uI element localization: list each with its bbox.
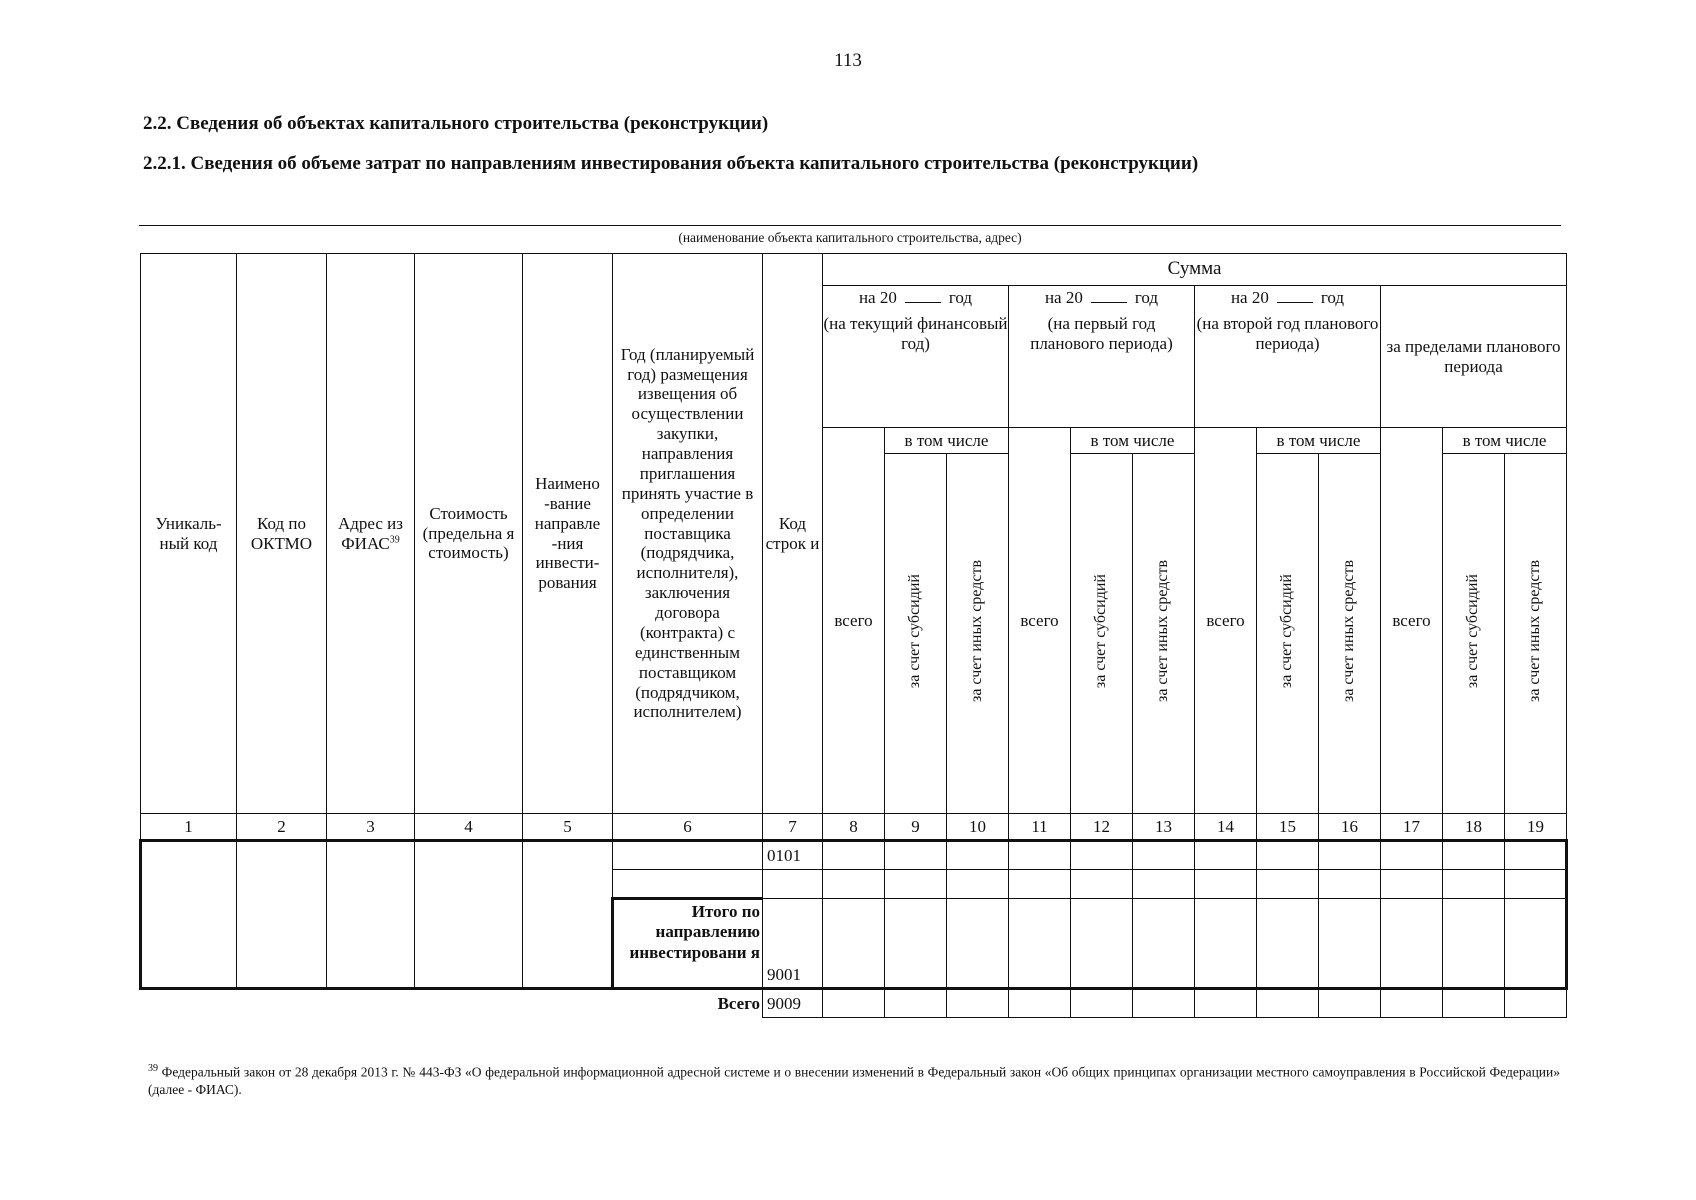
header-subsidies-1: за счет субсидий [885,454,947,814]
column-numbers-row [141,814,1567,841]
header-other-3: за счет иных средств [1319,454,1381,814]
col-number: 10 [947,814,1009,841]
header-other-1: за счет иных средств [947,454,1009,814]
col-number: 1 [141,814,237,841]
header-year-placement: Год (планируемый год) размещения извещения об осуществлении закупки, направления приглашения принять участие в определении поставщика (подрядчика, исполнителя), заключения договора (контракта) с единственным поставщиком (подрядчиком, исполнителем) [613,254,763,814]
data-cell[interactable] [1443,841,1505,870]
header-period-second: на 20 год (на второй год планового периода) [1195,286,1381,428]
data-cell[interactable] [523,841,613,989]
col-number: 12 [1071,814,1133,841]
data-cell[interactable] [1505,899,1567,989]
total-direction-label: Итого по направлению инвестировани я [613,899,763,989]
table-row [141,841,1567,870]
object-name-line [139,225,1561,226]
total-direction-code: 9001 [763,899,823,989]
header-row-code: Код строк и [763,254,823,814]
data-cell[interactable] [1257,841,1319,870]
data-cell[interactable] [1195,899,1257,989]
header-fias-address: Адрес из ФИАС$^{39}$ [327,254,415,814]
header-total-3: всего [1195,428,1257,814]
data-cell[interactable] [823,870,885,899]
header-incl-3: в том числе [1257,428,1381,454]
header-incl-2: в том числе [1071,428,1195,454]
data-cell[interactable] [947,870,1009,899]
data-cell[interactable] [1257,870,1319,899]
header-subsidies-2: за счет субсидий [1071,454,1133,814]
data-cell[interactable] [1071,870,1133,899]
data-cell[interactable] [1505,870,1567,899]
table-row-grand-total [141,989,1567,1018]
col-number: 9 [885,814,947,841]
grand-total-code: 9009 [763,989,823,1018]
header-subsidies-4: за счет субсидий [1443,454,1505,814]
header-other-2: за счет иных средств [1133,454,1195,814]
data-cell[interactable] [1381,841,1443,870]
data-cell[interactable] [1381,989,1443,1018]
header-total-4: всего [1381,428,1443,814]
data-cell[interactable] [1257,899,1319,989]
data-cell[interactable] [823,989,885,1018]
data-cell[interactable] [1195,841,1257,870]
data-cell[interactable] [1257,989,1319,1018]
data-cell[interactable] [1009,841,1071,870]
col-number: 11 [1009,814,1071,841]
data-cell[interactable] [613,841,763,870]
data-cell[interactable] [885,870,947,899]
section-heading: 2.2. Сведения об объектах капитального строительства (реконструкции) [143,113,769,134]
header-sum: Сумма [823,254,1567,286]
data-cell[interactable] [1381,870,1443,899]
footnote-mark: 39 [148,1063,158,1074]
data-cell[interactable] [1071,899,1133,989]
data-cell[interactable] [885,899,947,989]
data-cell[interactable] [1505,841,1567,870]
data-cell[interactable] [823,899,885,989]
data-cell[interactable] [947,989,1009,1018]
data-cell[interactable] [947,841,1009,870]
col-number: 5 [523,814,613,841]
col-number: 4 [415,814,523,841]
data-cell[interactable] [1133,841,1195,870]
data-cell[interactable] [1319,899,1381,989]
data-cell[interactable] [1319,841,1381,870]
data-cell[interactable] [947,899,1009,989]
header-other-4: за счет иных средств [1505,454,1567,814]
data-cell[interactable] [1009,870,1071,899]
header-total-1: всего [823,428,885,814]
costs-table [139,253,1568,1018]
data-cell[interactable] [1443,989,1505,1018]
col-number: 14 [1195,814,1257,841]
data-cell[interactable] [1009,989,1071,1018]
row-code: 0101 [763,841,823,870]
data-cell[interactable] [1009,899,1071,989]
data-cell[interactable] [1133,870,1195,899]
data-cell[interactable] [1381,899,1443,989]
col-number: 7 [763,814,823,841]
header-period-current: на 20 год (на текущий финансовый год) [823,286,1009,428]
data-cell[interactable] [1319,870,1381,899]
page-number: 113 [834,50,862,71]
footnote [148,1062,1560,1099]
data-cell[interactable] [885,989,947,1018]
col-number: 19 [1505,814,1567,841]
data-cell[interactable] [1071,989,1133,1018]
data-cell[interactable] [1133,899,1195,989]
data-cell[interactable] [1443,870,1505,899]
header-direction-name: Наимено -вание направле -ния инвести-рования [523,254,613,814]
data-cell[interactable] [1443,899,1505,989]
header-total-2: всего [1009,428,1071,814]
data-cell[interactable] [1319,989,1381,1018]
header-cost: Стоимость (предельна я стоимость) [415,254,523,814]
data-cell[interactable] [1195,989,1257,1018]
data-cell[interactable] [1195,870,1257,899]
col-number: 3 [327,814,415,841]
data-cell[interactable] [613,870,763,899]
col-number: 13 [1133,814,1195,841]
object-name-caption: (наименование объекта капитального строительства, адрес) [678,230,1022,245]
col-number: 2 [237,814,327,841]
data-cell[interactable] [1071,841,1133,870]
col-number: 6 [613,814,763,841]
data-cell[interactable] [327,841,415,989]
header-incl-1: в том числе [885,428,1009,454]
col-number: 16 [1319,814,1381,841]
data-cell[interactable] [141,841,237,989]
grand-total-label: Всего [613,989,763,1018]
header-unique-code: Уникаль-ный код [141,254,237,814]
col-number: 8 [823,814,885,841]
data-cell[interactable] [415,841,523,989]
col-number: 17 [1381,814,1443,841]
data-cell[interactable] [237,841,327,989]
header-oktmo: Код по ОКТМО [237,254,327,814]
data-cell[interactable] [763,870,823,899]
header-subsidies-3: за счет субсидий [1257,454,1319,814]
header-period-first: на 20 год (на первый год планового периода) [1009,286,1195,428]
data-cell[interactable] [1133,989,1195,1018]
header-period-beyond: за пределами планового периода [1381,286,1567,428]
subsection-heading: 2.2.1. Сведения об объеме затрат по направлениям инвестирования объекта капитального строительства (реконструкции) [143,153,1199,174]
col-number: 15 [1257,814,1319,841]
data-cell[interactable] [823,841,885,870]
data-cell[interactable] [1505,989,1567,1018]
data-cell[interactable] [885,841,947,870]
footnote-text: Федеральный закон от 28 декабря 2013 г. № 443-ФЗ «О федеральной информационной адресной системе и о внесении изменений в Федеральный закон «Об общих принципах организации местного самоуправления в Российской Федерации» (далее - ФИАС). [148,1064,1560,1098]
col-number: 18 [1443,814,1505,841]
header-incl-4: в том числе [1443,428,1567,454]
